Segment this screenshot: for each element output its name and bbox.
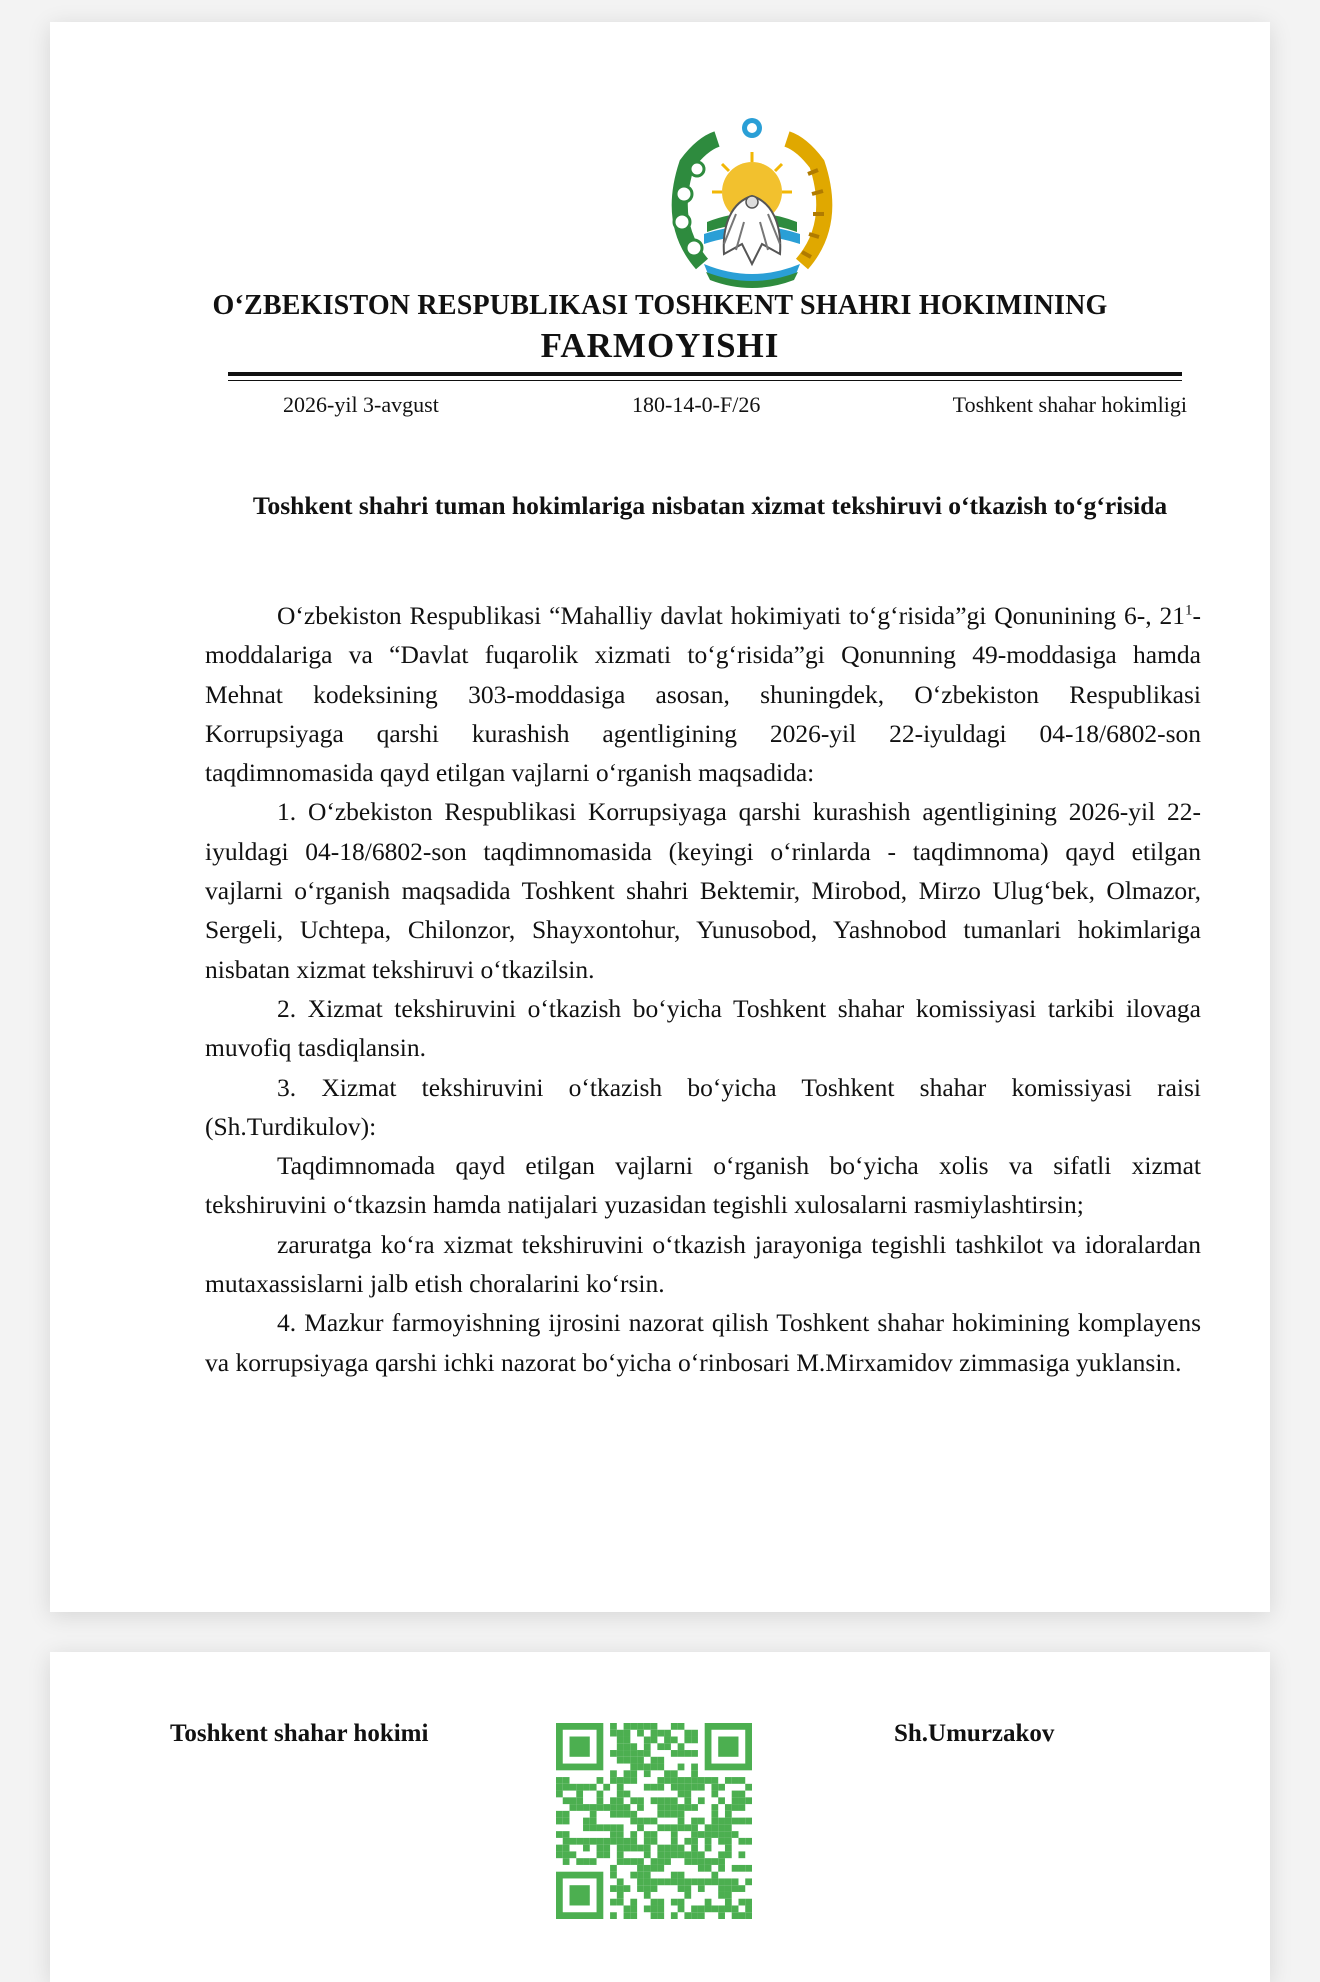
- body-paragraph: zaruratga ko‘ra xizmat tekshiruvini o‘tkazish jarayoniga tegishli tashkilot va idoralardan mutaxassislarni jalb etish choralarini ko‘rsin.: [205, 1229, 1201, 1299]
- document-issuer: O‘ZBEKISTON RESPUBLIKASI TOSHKENT SHAHRI HOKIMINING: [212, 290, 1108, 321]
- paragraph-text: O‘zbekiston Respublikasi “Mahalliy davlat hokimiyati to‘g‘risida”gi Qonunining 6-, 21: [277, 601, 1185, 630]
- document-type: FARMOYISHI: [540, 326, 780, 365]
- document-number: 180-14-0-F/26: [632, 392, 761, 417]
- body-paragraph: 1. O‘zbekiston Respublikasi Korrupsiyaga qarshi kurashish agentligining 2026-yil 22-iyuldagi 04-18/6802-son taqdimnomasida (keyingi o‘rinlarda - taqdimnoma) qayd etilgan vajlarni o‘rganish maqsadida Toshkent shahri Bektemir, Mirobod, Mirzo Ulug‘bek, Olmazor, Sergeli, Uchtepa, Chilonzor, Shayxontohur, Yunusobod, Yashnobod tumanlari hokimlariga nisbatan xizmat tekshiruvi o‘tkazilsin.: [205, 797, 1201, 984]
- body-paragraph: Taqdimnomada qayd etilgan vajlarni o‘rganish bo‘yicha xolis va sifatli xizmat tekshiruvini o‘tkazsin hamda natijalari yuzasidan tegishli xulosalarni rasmiylashtirsin;: [205, 1151, 1201, 1220]
- document-date: 2026-yil 3-avgust: [283, 392, 439, 417]
- divider-thick: [228, 372, 1182, 376]
- body-paragraph: 4. Mazkur farmoyishning ijrosini nazorat qilish Toshkent shahar hokimining komplayens va korrupsiyaga qarshi ichki nazorat bo‘yicha o‘rinbosari M.Mirxamidov zimmasiga yuklansin.: [205, 1308, 1201, 1377]
- document-page-1: [50, 22, 1270, 1612]
- document-body: [205, 596, 1201, 1382]
- divider-thin: [228, 380, 1182, 381]
- document-title: Toshkent shahri tuman hokimlariga nisbatan xizmat tekshiruvi o‘tkazish to‘g‘risida: [252, 491, 1168, 520]
- state-emblem-icon: [662, 114, 842, 294]
- body-paragraph: [205, 596, 1201, 792]
- document-organization: Toshkent shahar hokimligi: [952, 392, 1187, 417]
- superscript: 1: [1185, 602, 1193, 619]
- signatory-position: Toshkent shahar hokimi: [170, 1720, 429, 1747]
- signatory-name: Sh.Umurzakov: [894, 1720, 1055, 1747]
- qr-code-icon: [556, 1723, 752, 1919]
- body-paragraph: 3. Xizmat tekshiruvini o‘tkazish bo‘yicha Toshkent shahar komissiyasi raisi (Sh.Turdikulov):: [205, 1072, 1201, 1141]
- paragraph-text: -moddalariga va “Davlat fuqarolik xizmati to‘g‘risida”gi Qonunning 49-moddasiga hamda Mehnat kodeksining 303-moddasiga asosan, shuningdek, O‘zbekiston Respublikasi Korrupsiyaga qarshi kurashish agentligining 2026-yil 22-iyuldagi 04-18/6802-son taqdimnomasida qayd etilgan vajlarni o‘rganish maqsadida:: [205, 601, 1201, 788]
- body-paragraph: 2. Xizmat tekshiruvini o‘tkazish bo‘yicha Toshkent shahar komissiyasi tarkibi ilovaga muvofiq tasdiqlansin.: [205, 993, 1201, 1063]
